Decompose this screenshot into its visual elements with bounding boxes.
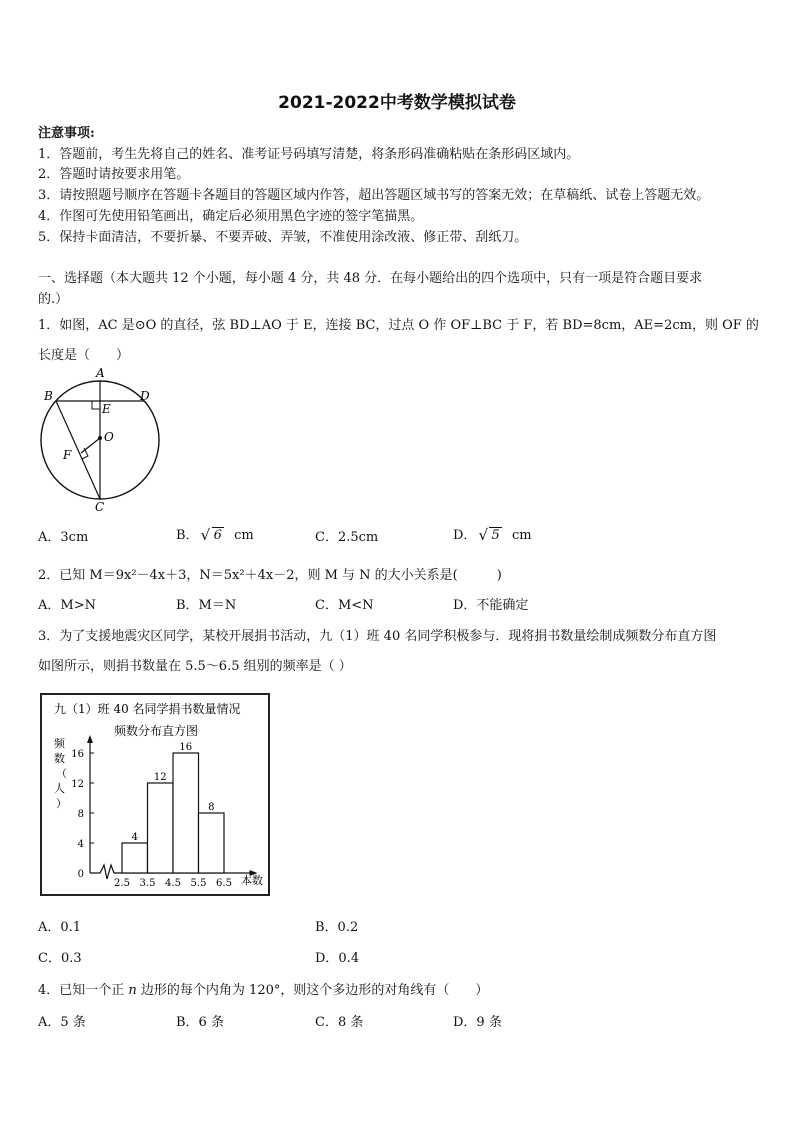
histogram-bar <box>173 753 199 873</box>
q3-option-d[interactable]: D．0.4 <box>315 951 360 966</box>
y-tick-label: 8 <box>77 809 84 820</box>
histogram-bar <box>122 843 148 873</box>
chart-title: 九（1）班 40 名同学捐书数量情况 <box>54 702 241 716</box>
q4-stem <box>38 979 488 998</box>
x-tick-label: 4.5 <box>165 878 181 889</box>
q2-option-c[interactable]: C．M<N <box>315 598 374 613</box>
y-tick-label: 0 <box>77 869 84 880</box>
label-d: D <box>140 389 150 403</box>
q3-stem: 3．为了支援地震灾区同学，某校开展捐书活动，九（1）班 40 名同学积极参与．现将捐书数量绘制成频数分布直方图 <box>38 629 717 644</box>
label-e: E <box>102 402 111 416</box>
note-item-4: 4．作图可先使用铅笔画出，确定后必须用黑色字迹的签字笔描黑。 <box>38 209 424 224</box>
bar-value-label: 4 <box>131 832 138 843</box>
y-tick-label: 16 <box>71 749 84 760</box>
q3-option-b[interactable]: B．0.2 <box>315 920 359 935</box>
y-axis-arrow <box>87 735 93 743</box>
q1-option-b-label: B． <box>176 528 199 543</box>
label-b: B <box>44 389 53 403</box>
label-f: F <box>63 448 72 462</box>
bar-value-label: 12 <box>153 772 167 783</box>
note-item-2: 2．答题时请按要求用笔。 <box>38 167 190 182</box>
x-tick-label: 2.5 <box>114 878 130 889</box>
right-angle-f <box>82 448 88 459</box>
q2-option-a[interactable]: A．M>N <box>38 598 96 613</box>
x-tick-label: 3.5 <box>139 878 156 889</box>
q4-var-n: n <box>128 983 137 998</box>
sqrt-6: √ 6 <box>200 526 222 544</box>
section-heading-cont: 的.） <box>38 292 69 307</box>
q3-option-c[interactable]: C．0.3 <box>38 951 82 966</box>
y-label-char: 数 <box>54 752 65 765</box>
chart-subtitle: 频数分布直方图 <box>114 724 199 738</box>
y-label-char: 人 <box>54 782 65 795</box>
q1-option-b[interactable] <box>176 524 254 543</box>
bar-value-label: 8 <box>208 802 215 813</box>
section-heading: 一、选择题（本大题共 12 个小题，每小题 4 分，共 48 分．在每小题给出的四个选项中，只有一项是符合题目要求 <box>38 271 703 286</box>
q1-stem: 1．如图，AC 是⊙O 的直径，弦 BD⊥AO 于 E，连接 BC，过点 O 作 OF⊥BC 于 F，若 BD=8cm，AE=2cm，则 OF 的 <box>38 318 759 333</box>
q3-stem-cont: 如图所示，则捐书数量在 5.5～6.5 组别的频率是（ ） <box>38 659 352 674</box>
bar-value-label: 16 <box>179 742 193 753</box>
x-tick-label: 6.5 <box>216 878 232 889</box>
notes-heading: 注意事项: <box>38 126 95 141</box>
y-axis-label <box>54 736 67 810</box>
x-axis-label: 本数 <box>241 874 263 887</box>
q1-option-d[interactable] <box>453 524 532 543</box>
q4-stem-part1: 4．已知一个正 <box>38 983 129 998</box>
label-o: O <box>104 430 114 444</box>
note-item-5: 5．保持卡面清洁，不要折暴、不要弄破、弄皱，不准使用涂改液、修正带、刮纸刀。 <box>38 230 528 245</box>
x-tick-label: 5.5 <box>190 878 207 889</box>
q1-option-b-unit: cm <box>234 528 254 543</box>
q2-option-d[interactable]: D．不能确定 <box>453 598 529 613</box>
y-tick-label: 12 <box>71 779 84 790</box>
q1-option-d-unit: cm <box>511 528 532 543</box>
q1-circle-figure <box>36 365 166 515</box>
y-tick-label: 4 <box>77 839 84 850</box>
histogram-bar <box>148 783 174 873</box>
q1-stem-cont: 长度是（ ） <box>38 348 130 363</box>
q4-option-a[interactable]: A．5 条 <box>38 1015 86 1030</box>
q2-option-b[interactable]: B．M＝N <box>176 598 237 613</box>
label-a: A <box>96 366 105 380</box>
q1-option-c[interactable]: C．2.5cm <box>315 530 379 545</box>
q4-stem-part2: 边形的每个内角为 120°，则这个多边形的对角线有（ ） <box>136 983 489 998</box>
histogram-bar <box>199 813 225 873</box>
y-label-char: 频 <box>54 737 65 750</box>
note-item-1: 1．答题前，考生先将自己的姓名、准考证号码填写清楚，将条形码准确粘贴在条形码区域内。 <box>38 147 580 162</box>
sqrt-5: √ 5 <box>478 526 500 544</box>
q3-option-a[interactable]: A．0.1 <box>38 920 82 935</box>
point-o <box>98 436 102 440</box>
q1-option-a[interactable]: A．3cm <box>38 530 89 545</box>
bars <box>122 742 224 873</box>
histogram-chart <box>42 695 268 894</box>
page-title: 2021-2022中考数学模拟试卷 <box>278 93 516 113</box>
segment-of <box>81 438 100 453</box>
q4-option-c[interactable]: C．8 条 <box>315 1015 364 1030</box>
q4-option-b[interactable]: B．6 条 <box>176 1015 224 1030</box>
q2-stem: 2．已知 M＝9x²－4x＋3，N＝5x²＋4x－2，则 M 与 N 的大小关系是( ) <box>38 568 502 583</box>
y-label-char: ） <box>56 797 67 810</box>
q1-option-d-label: D． <box>453 528 477 543</box>
q4-option-d[interactable]: D．9 条 <box>453 1015 502 1030</box>
label-c: C <box>95 500 105 514</box>
note-item-3: 3．请按照题号顺序在答题卡各题目的答题区域内作答，超出答题区域书写的答案无效；在草稿纸、试卷上答题无效。 <box>38 188 710 203</box>
y-label-char: （ <box>56 767 67 780</box>
histogram-frame <box>40 693 270 896</box>
right-angle-e <box>92 401 100 409</box>
